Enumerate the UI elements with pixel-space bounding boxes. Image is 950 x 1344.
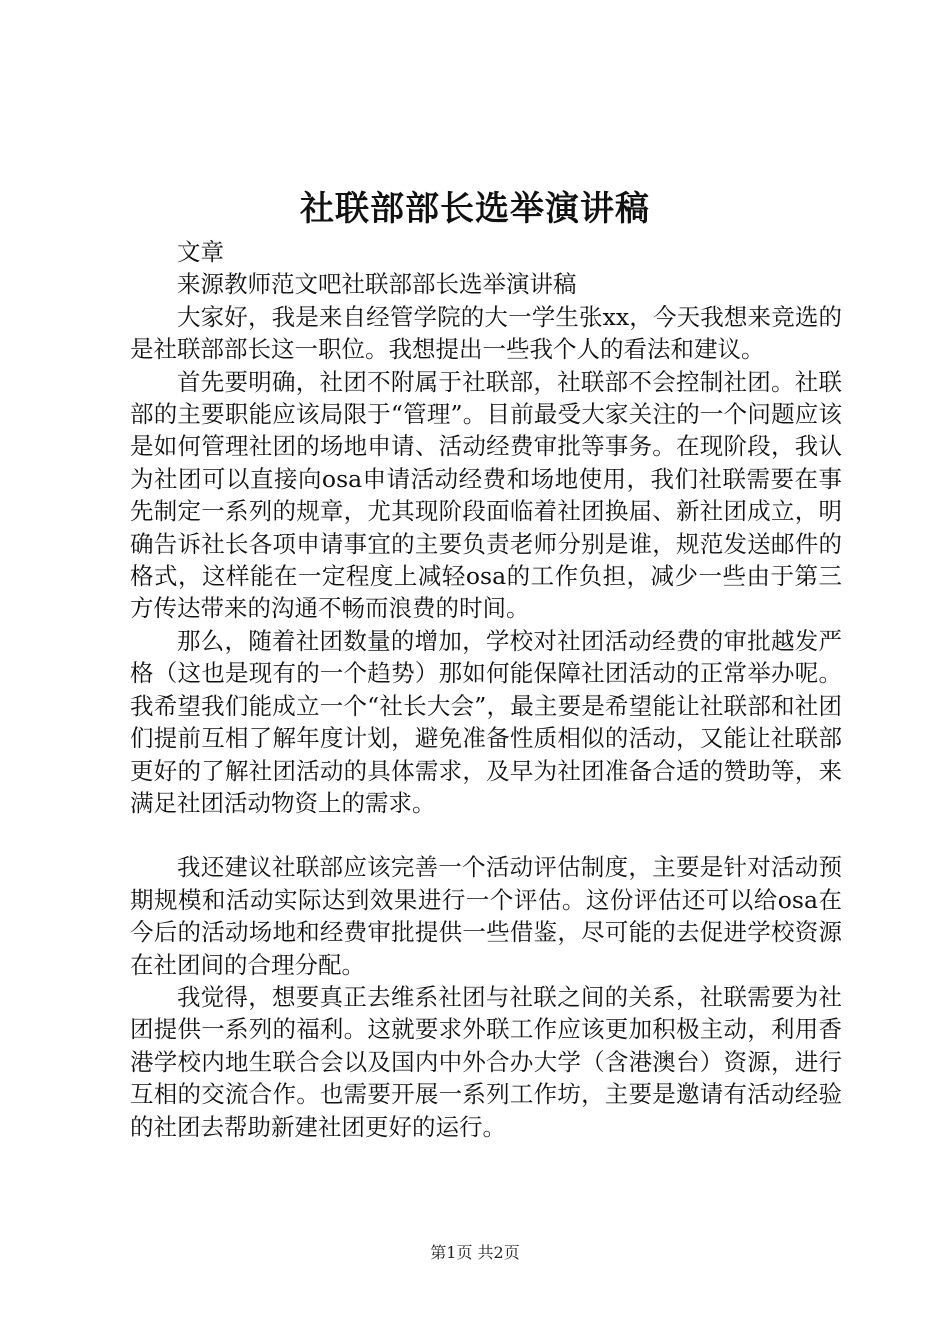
paragraph-source: 来源教师范文吧社联部部长选举演讲稿 (177, 270, 577, 299)
paragraph-president-meeting: 那么，随着社团数量的增加，学校对社团活动经费的审批越发严格（这也是现有的一个趋势）那如何能保障社团活动的正常举办呢。我希望我们能成立一个“社长大会”，最主要是希望能让社联部和社团们提前互相了解年度计划，避免准备性质相似的活动，又能让社联部更好的了解社团活动的具体需求，及早为社团准备合适的赞助等，来满足社团活动物资上的需求。 (130, 626, 842, 817)
document-body (130, 236, 842, 1143)
page-footer: 第1页 共2页 (430, 1243, 520, 1262)
paragraph-evaluation: 我还建议社联部应该完善一个活动评估制度，主要是针对活动预期规模和活动实际达到效果进行一个评估。这份评估还可以给osa在今后的活动场地和经费审批提供一些借鉴，尽可能的去促进学校资源在社团间的合理分配。 (130, 853, 842, 979)
paragraph-label: 文章 (177, 238, 224, 266)
paragraph-management: 首先要明确，社团不附属于社联部，社联部不会控制社团。社联部的主要职能应该局限于“管理”。目前最受大家关注的一个问题应该是如何管理社团的场地申请、活动经费审批等事务。在现阶段，我认为社团可以直接向osa申请活动经费和场地使用，我们社联需要在事先制定一系列的规章，尤其现阶段面临着社团换届、新社团成立，明确告诉社长各项申请事宜的主要负责老师分别是谁，规范发送邮件的格式，这样能在一定程度上减轻osa的工作负担，减少一些由于第三方传达带来的沟通不畅而浪费的时间。 (130, 367, 842, 623)
paragraph-benefits: 我觉得，想要真正去维系社团与社联之间的关系，社联需要为社团提供一系列的福利。这就要求外联工作应该更加积极主动，利用香港学校内地生联合会以及国内中外合办大学（含港澳台）资源，进行互相的交流合作。也需要开展一系列工作坊，主要是邀请有活动经验的社团去帮助新建社团更好的运行。 (130, 982, 842, 1141)
paragraph-intro: 大家好，我是来自经管学院的大一学生张xx，今天我想来竞选的是社联部部长这一职位。我想提出一些我个人的看法和建议。 (130, 302, 842, 364)
document-title: 社联部部长选举演讲稿 (300, 189, 650, 229)
